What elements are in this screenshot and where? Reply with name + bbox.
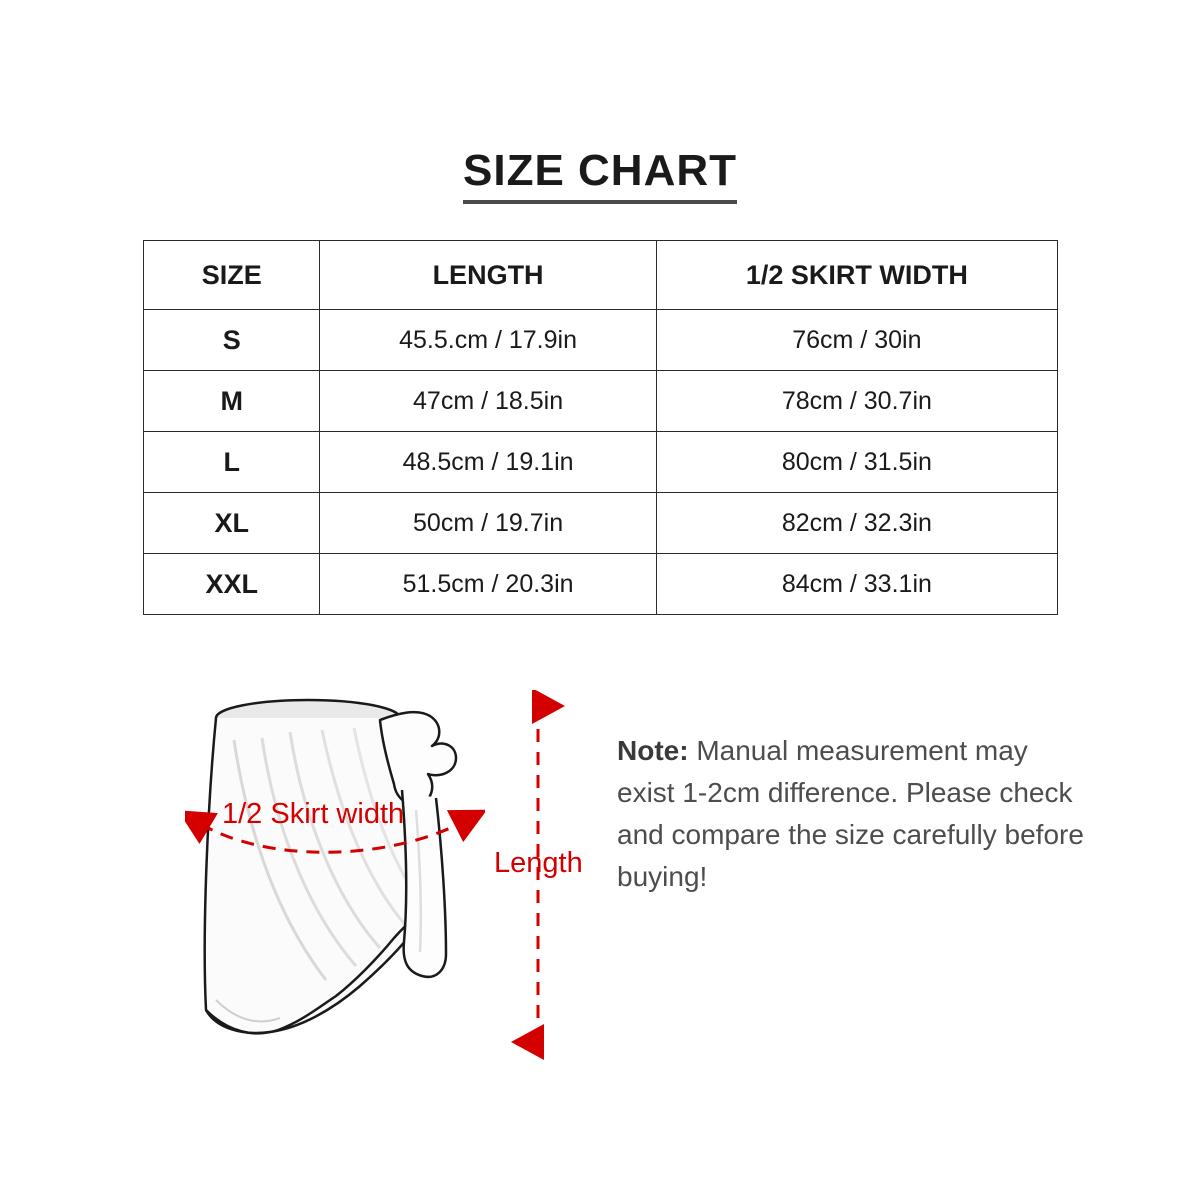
column-header-skirt-width: 1/2 SKIRT WIDTH xyxy=(656,241,1057,310)
column-header-length: LENGTH xyxy=(320,241,656,310)
length-label: Length xyxy=(494,847,583,879)
table-row xyxy=(144,310,1058,371)
page-title-container xyxy=(0,148,1200,204)
cell-skirt-width: 78cm / 30.7in xyxy=(656,371,1057,432)
cell-length: 48.5cm / 19.1in xyxy=(320,432,656,493)
cell-length: 47cm / 18.5in xyxy=(320,371,656,432)
cell-size: M xyxy=(144,371,320,432)
table-row xyxy=(144,371,1058,432)
cell-length: 50cm / 19.7in xyxy=(320,493,656,554)
note-text: Manual measurement may exist 1-2cm difference. Please check and compare the size carefully before buying! xyxy=(617,735,1084,892)
table-row xyxy=(144,493,1058,554)
cell-size: L xyxy=(144,432,320,493)
cell-skirt-width: 76cm / 30in xyxy=(656,310,1057,371)
cell-skirt-width: 84cm / 33.1in xyxy=(656,554,1057,615)
table-row xyxy=(144,554,1058,615)
column-header-size: SIZE xyxy=(144,241,320,310)
size-chart-table xyxy=(143,240,1058,615)
skirt-width-label: 1/2 Skirt width xyxy=(222,798,405,830)
cell-size: S xyxy=(144,310,320,371)
size-chart-table-container xyxy=(143,240,1058,615)
note-block xyxy=(617,730,1087,898)
page-title: SIZE CHART xyxy=(463,148,737,204)
cell-size: XL xyxy=(144,493,320,554)
cell-length: 51.5cm / 20.3in xyxy=(320,554,656,615)
table-row xyxy=(144,432,1058,493)
table-header-row xyxy=(144,241,1058,310)
cell-skirt-width: 82cm / 32.3in xyxy=(656,493,1057,554)
cell-length: 45.5.cm / 17.9in xyxy=(320,310,656,371)
cell-skirt-width: 80cm / 31.5in xyxy=(656,432,1057,493)
note-label: Note: xyxy=(617,735,689,766)
cell-size: XXL xyxy=(144,554,320,615)
